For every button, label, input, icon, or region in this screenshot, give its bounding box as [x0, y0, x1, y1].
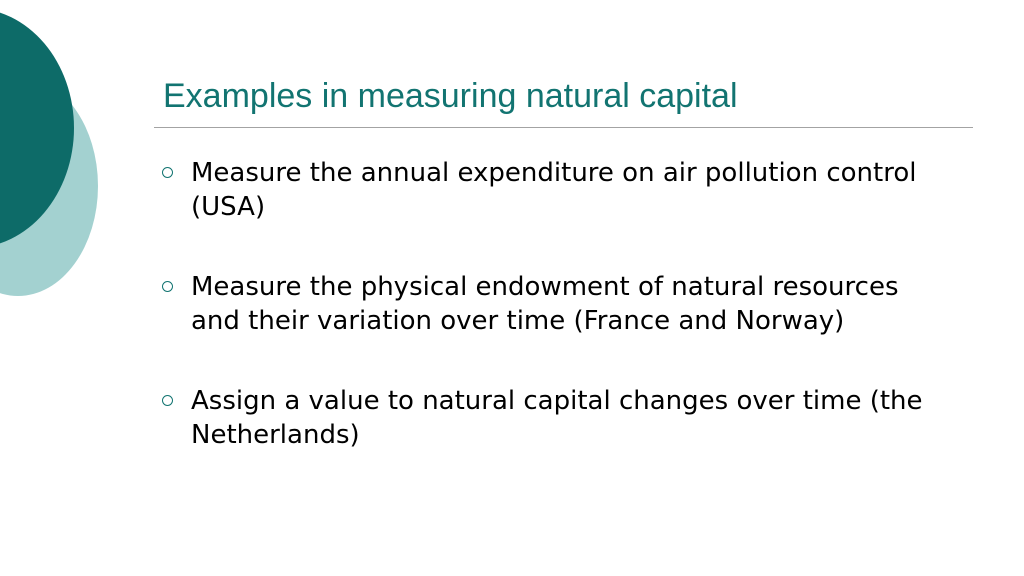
bullet-text: Measure the annual expenditure on air pollution control (USA) — [191, 158, 917, 222]
hollow-circle-icon — [162, 395, 173, 406]
decorative-circles — [0, 0, 160, 320]
hollow-circle-icon — [162, 281, 173, 292]
bullet-text: Measure the physical endowment of natural resources and their variation over time (France and Norway) — [191, 272, 899, 336]
bullet-text: Assign a value to natural capital changes over time (the Netherlands) — [191, 386, 923, 450]
hollow-circle-icon — [162, 167, 173, 178]
bullet-item — [160, 156, 950, 224]
bullet-item — [160, 270, 950, 338]
bullet-item — [160, 384, 950, 452]
title-divider — [154, 127, 973, 128]
slide-title: Examples in measuring natural capital — [163, 77, 738, 115]
bullet-list — [160, 156, 950, 452]
